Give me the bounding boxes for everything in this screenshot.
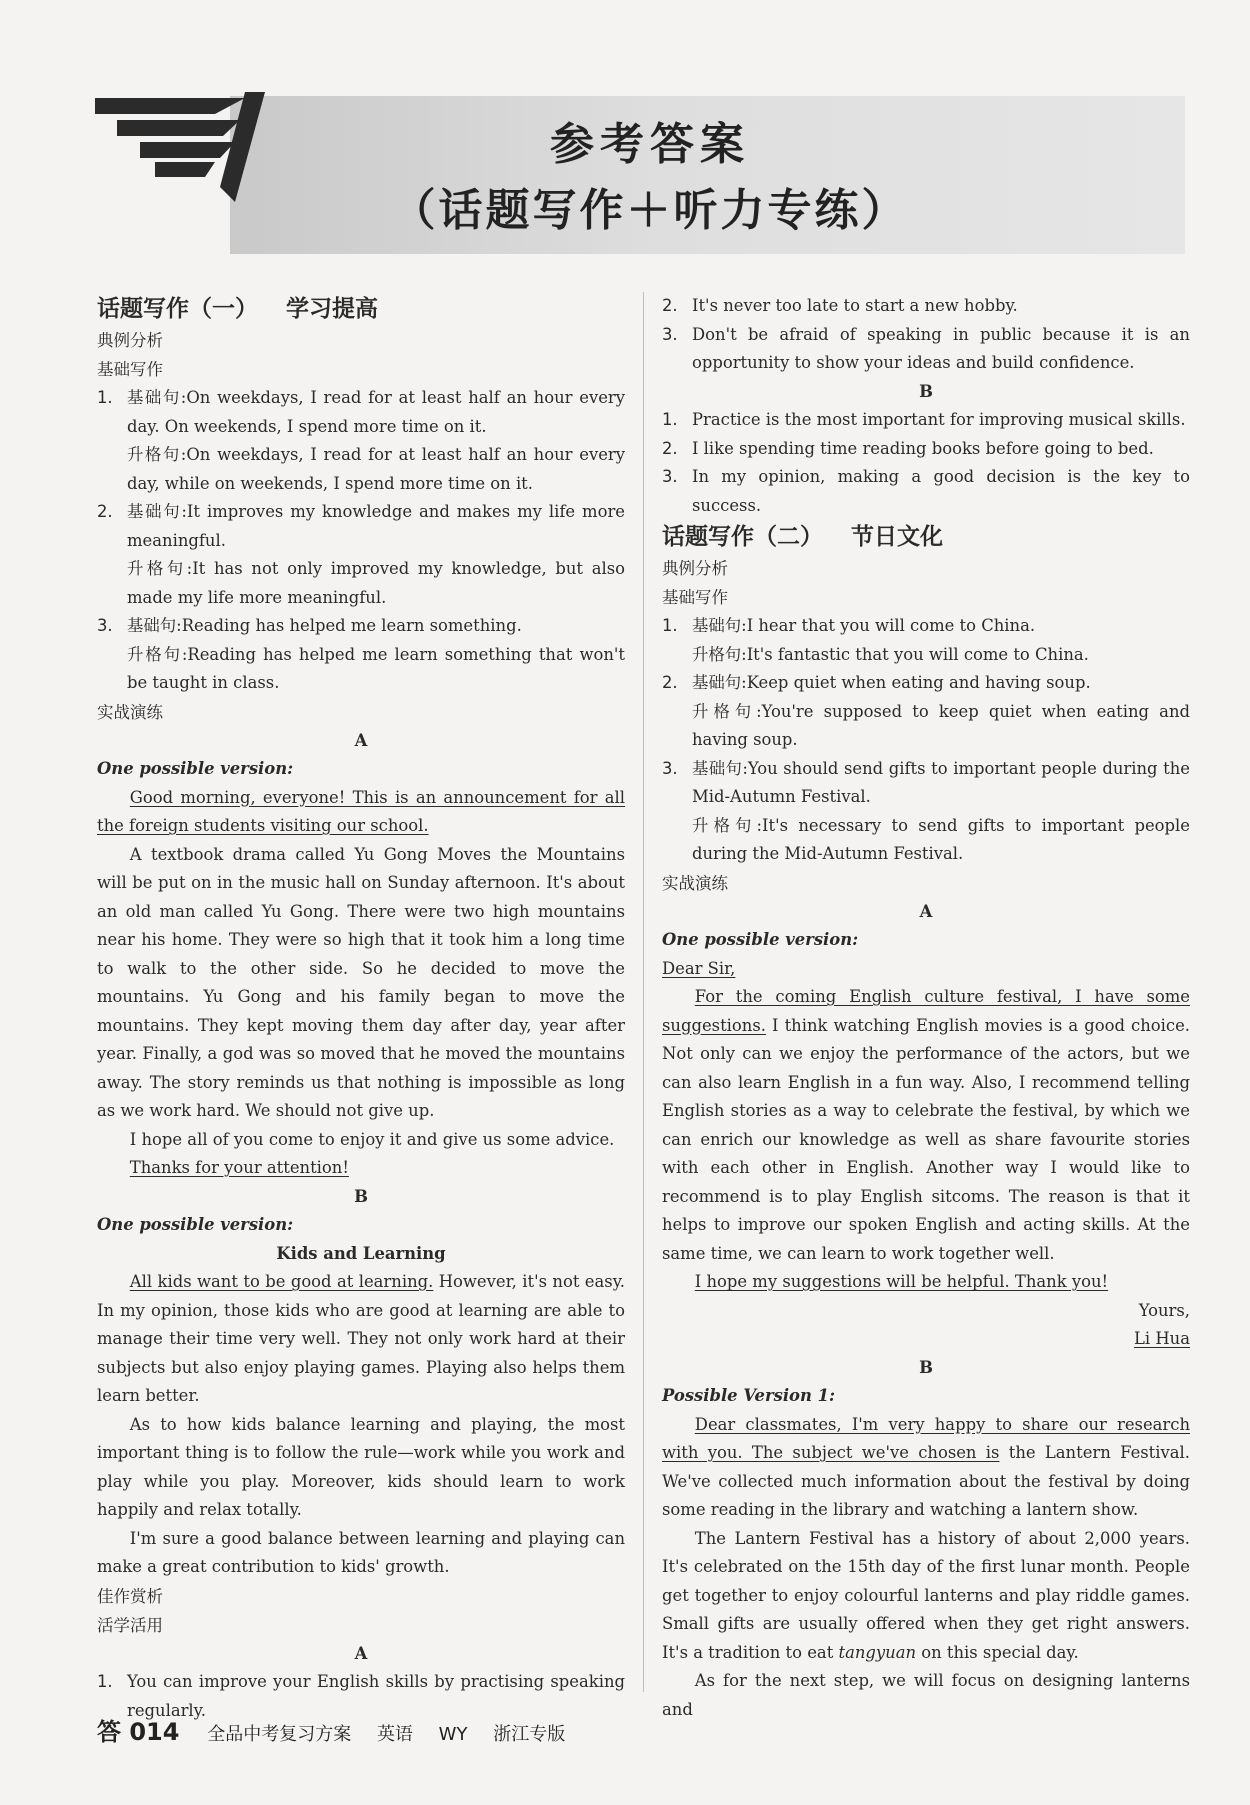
basic-sentence: 基础句:Reading has helped me learn something. [127,616,522,635]
item-number: 2. [97,502,113,521]
item-number: 2. [662,438,678,458]
list-item [662,406,1190,435]
left-column [97,292,625,1725]
part-label-a: A [354,1643,368,1663]
underlined-opening: All kids want to be good at learning. [129,1272,434,1291]
list-item [662,292,1190,321]
body-paragraph: As to how kids balance learning and playing, the most important thing is to follow the rule—work while you work and play while you play. Moreover, kids should learn to work happily and relax totally. [97,1414,625,1519]
underlined-opening: Dear classmates, I'm very happy to share our research with you. The subject we've chosen is [662,1414,1190,1462]
subheading-jichu: 基础写作 [662,588,728,607]
list-item [97,384,625,498]
basic-sentence: 基础句:On weekdays, I read for at least half an hour every day. On weekends, I spend more time on it. [127,388,625,436]
list-item [662,321,1190,378]
edition-label: WY [438,1724,468,1745]
upgraded-sentence: 升格句:It's necessary to send gifts to important people during the Mid-Autumn Festival. [692,815,1190,863]
section-heading-1 [97,292,625,326]
version-label: One possible version: [97,1215,294,1234]
part-label-b: B [919,381,933,401]
body-paragraph [97,1268,625,1411]
body-paragraph: As for the next step, we will focus on designing lanterns and [662,1671,1190,1719]
underlined-closing: Thanks for your attention! [129,1158,349,1177]
part-label-b: B [354,1186,368,1206]
basic-sentence: 基础句:I hear that you will come to China. [692,616,1036,635]
item-number: 2. [662,673,678,692]
section-topic: 学习提高 [286,296,378,322]
paragraph-text: on this special day. [916,1642,1079,1662]
list-item [97,612,625,698]
item-number: 3. [97,616,113,635]
subheading-jichu: 基础写作 [97,360,163,379]
subheading-dianli: 典例分析 [662,559,728,578]
item-text: Practice is the most important for improving musical skills. [692,410,1186,429]
upgraded-sentence: 升格句:On weekdays, I read for at least half an hour every day, while on weekends, I spend more time on it. [127,445,625,493]
banner-title: 参考答案 [550,119,750,170]
banner-subtitle: （话题写作＋听力专练） [391,185,909,236]
upgraded-sentence: 升格句:It's fantastic that you will come to China. [692,644,1089,664]
item-text: I like spending time reading books before going to bed. [692,438,1154,458]
upgraded-sentence: 升格句:You're supposed to keep quiet when eating and having soup. [692,701,1190,749]
part-label-b: B [919,1357,933,1377]
basic-sentence: 基础句:It improves my knowledge and makes my life more meaningful. [127,502,625,550]
body-paragraph [662,1525,1190,1668]
signature-name [662,1325,1190,1354]
list-item [662,463,1190,520]
underlined-opening: Good morning, everyone! This is an announcement for all the foreign students visiting our school. [97,787,625,835]
page-footer [97,1712,585,1747]
body-paragraph: I hope all of you come to enjoy it and give us some advice. [129,1129,615,1149]
paragraph-text: The Lantern Festival has a history of about 2,000 years. It's celebrated on the 15th day of the first lunar month. People get together to enjoy colourful lanterns and play riddle games. Small gifts are usually offered when they get right answers. It's a tradition to eat [662,1528,1190,1662]
item-number: 3. [662,467,678,486]
subheading-shizhan: 实战演练 [97,702,163,722]
section-heading-2 [662,520,1190,554]
underlined-opening: For the coming English culture festival, I have some suggestions. [662,987,1190,1035]
header-banner [0,80,1250,270]
subheading-huoxue: 活学活用 [97,1615,163,1635]
item-number: 1. [97,388,113,407]
body-paragraph [662,983,1190,1268]
section-title: 话题写作（一） [97,296,258,322]
salutation [662,955,1190,984]
closing-sentence [662,1268,1190,1297]
region-label: 浙江专版 [493,1724,566,1745]
list-item [662,669,1190,755]
item-text: It's never too late to start a new hobby. [692,296,1018,315]
subheading-dianli: 典例分析 [97,331,163,350]
underlined-closing: I hope my suggestions will be helpful. Thank you! [694,1272,1109,1291]
item-number: 1. [97,1672,113,1691]
item-text: You can improve your English skills by practising speaking regularly. [127,1672,625,1720]
basic-sentence: 基础句:Keep quiet when eating and having soup. [692,673,1091,692]
body-paragraph: I'm sure a good balance between learning and playing can make a great contribution to kids' growth. [97,1528,625,1576]
page-number [97,1718,179,1746]
part-label-a: A [354,730,368,750]
version-label: Possible Version 1: [662,1386,836,1405]
closing-sentence [97,1154,625,1183]
part-label-a: A [919,901,933,921]
body-paragraph: A textbook drama called Yu Gong Moves the Mountains will be put on in the music hall on Sunday afternoon. It's about an old man called Yu Gong. There were two high mountains near his home. They were so high that it took him a long time to walk to the other side. So he decided to move the mountains. Yu Gong and his family began to move the mountains. They kept moving them day after day, year after year. Finally, a god was so moved that he moved the mountains away. The story reminds us that nothing is impossible as long as we work hard. We should not give up. [97,844,625,1120]
page-prefix: 答 [97,1718,121,1746]
version-label: One possible version: [97,759,294,778]
section-title: 话题写作（二） [662,524,823,550]
essay-title: Kids and Learning [276,1243,446,1263]
subject-label: 英语 [376,1724,413,1745]
basic-sentence: 基础句:You should send gifts to important people during the Mid-Autumn Festival. [692,758,1190,806]
banner-logo-icon [95,92,295,222]
version-label: One possible version: [662,930,859,949]
underlined-salutation: Dear Sir, [662,958,736,978]
item-number: 3. [662,324,678,344]
item-number: 3. [662,758,678,778]
item-text: In my opinion, making a good decision is the key to success. [692,467,1190,515]
paragraph-rest: I think watching English movies is a good choice. Not only can we enjoy the performance of the actors, but we can also learn English in a fun way. Also, I recommend telling English stories as a way to celebrate the festival, by which we can enrich our knowledge as well as share favourite stories with each other in English. Another way I would like to recommend is to play English sitcoms. The reason is that it helps to improve our spoken English and acting skills. At the same time, we can learn to work together well. [662,1015,1190,1263]
paragraph-rest: However, it's not easy. In my opinion, those kids who are good at learning are able to manage their time very well. They not only work hard at their subjects but also enjoy playing games. Playing also helps them learn better. [97,1272,625,1405]
section-topic: 节日文化 [851,524,943,550]
subheading-shizhan: 实战演练 [662,873,728,893]
column-divider [643,292,644,1692]
page-digits: 014 [129,1718,180,1746]
paragraph-rest: the Lantern Festival. We've collected much information about the festival by doing some reading in the library and watching a lantern show. [662,1443,1190,1519]
list-item [97,498,625,612]
body-paragraph [662,1411,1190,1525]
upgraded-sentence: 升格句:Reading has helped me learn something that won't be taught in class. [127,644,625,692]
item-number: 2. [662,296,678,315]
subheading-jiazuo: 佳作赏析 [97,1586,163,1606]
item-text: Don't be afraid of speaking in public because it is an opportunity to show your ideas and build confidence. [692,324,1190,372]
italic-word: tangyuan [838,1642,917,1662]
book-title: 全品中考复习方案 [207,1724,352,1745]
list-item [662,612,1190,669]
sign-off: Yours, [1138,1300,1190,1320]
item-number: 1. [662,410,678,429]
upgraded-sentence: 升格句:It has not only improved my knowledge, but also made my life more meaningful. [127,559,625,607]
underlined-name: Li Hua [1134,1329,1190,1348]
opening-sentence [97,784,625,841]
item-number: 1. [662,616,678,635]
right-column [662,292,1190,1724]
list-item [662,755,1190,869]
list-item [662,435,1190,464]
